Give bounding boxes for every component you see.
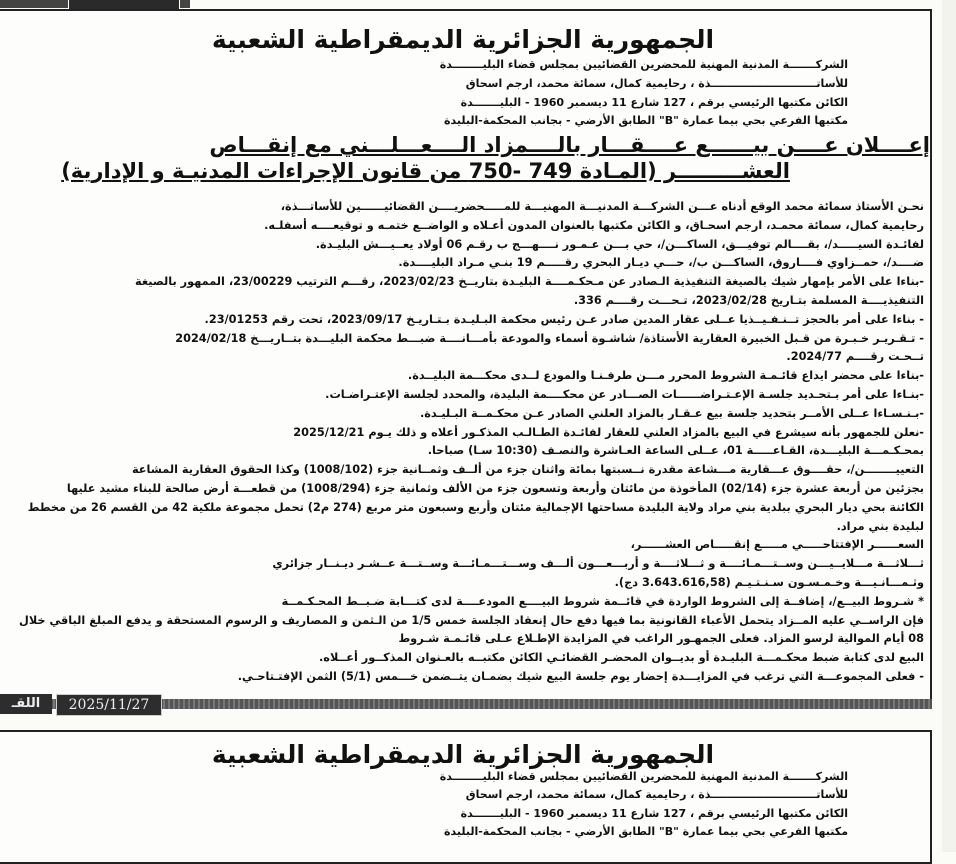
company-line: الشركـــــــة المدنية المهنية للمحضرين القضائيين بمجلس قضاء البليــــــــدة — [439, 770, 848, 783]
body-line: - بناءا على أمر بالحجز تــنـفـيــذيا عــلى عقار المدين صادر عـن رئيس محكمة البـليـدة بـتـاريـخ 2023/09/17، تحت رقم 23/01253. — [204, 312, 924, 326]
notice-title-line-1: إعــــلان عــــن بيــــــع عــــقـــار بالــــمزاد الــــعـــلـــني مع إنقـــاص — [209, 133, 930, 157]
body-line: فإن الراســي عليه المــزاد يتحمل الأعباء القانونية بما فيها دفع حال إنعقاد الجلسة خمس 1/5 من الـثمن و المصاريف و الرسوم المستحقة و يدفع المبلغ الباقي خلال — [19, 613, 924, 627]
body-line: - تـقـريـر خـبـرة من قـبل الخبيرة العقارية الأستاذة/ شاشـوة أسماء والمودعة بأمـــانــــة ضبـــط محكمة البليـــدة بتــاريـــخ 2024/02/18 — [175, 331, 924, 345]
main-office-line: الكائن مكتبها الرئيسي برقم ، 127 شارع 11 ديسمبر 1960 - البليـــــــدة — [460, 96, 848, 109]
body-line: السعــــــر الإفتتاحـــــي مـــــع إنقـــــاص العشــــــر، — [630, 538, 924, 552]
body-line: ثـــلاثـــة مـــلايــيـــن وســتـــمـائــــة و ثـــلاثــــة و أربـــعـــون ألـــف وســـتـــمـائـــة وســتـــة عــشـر ديـنــار جزائري — [272, 557, 924, 571]
body-line: بجزئين من أربعة عشرة جزء (02/14) المأخوذة من مائتان وأربعة وتسعون جزء من الألف وثمانية جزء (1008/294) من قطعـــة أرض صالحة للبناء مشيد عليها — [66, 481, 924, 495]
body-line: * شـروط البيــع/، إضافــة إلى الشروط الواردة في قائــمة شروط البيــــع المودعــــة لدى كتـــابة ضـبــط المحـكـمــة — [281, 594, 924, 608]
body-line: -بناءا على محضر ايداع قائـمـة الشروط المحرر مـــن طرفـنـا والمودع لــدى محكـــمة البليــدة. — [407, 369, 924, 383]
auction-notice — [0, 9, 932, 701]
main-office-line: الكائن مكتبها الرئيسي برقم ، 127 شارع 11 ديسمبر 1960 - البليـــــــدة — [460, 807, 848, 820]
republic-heading: الجمهورية الجزائرية الديمقراطية الشعبية — [211, 25, 715, 54]
republic-heading: الجمهورية الجزائرية الديمقراطية الشعبية — [211, 740, 715, 769]
body-line: تــحـت رقــــم 2024/77. — [786, 350, 924, 364]
body-line: رحايمية كمال، سمائة محمـد، ارجم اسحـاق، و الكائن مكتبها بالعنوان المدون أعـلاه و الواضــع ختمـه و توقيعــــه أسفلـه. — [264, 218, 924, 232]
body-line: لفائـدة السيـــــد/، بقــــالم توفيـــق، الساكـــن/، حي بـــن عـمـور نــــهـــج ب رقـم 06 أولاد يعــيـــش البليـدة. — [315, 237, 924, 251]
notice-body — [19, 198, 924, 687]
body-line: الكائنة بحي ديار البحري ببلدية بني مراد ولاية البليدة مساحتها الإجمالية مئتان وأربع وسبعون متر مربع (274 م2) تحمل مجموعة ملكية 42 من القسم 26 من مخطط — [27, 500, 924, 514]
notice-title-line-2: العشـــــــــر (المـادة 749 -750 من قانون الإجراءات المدنيـة و الإدارية) — [61, 159, 790, 183]
body-line: -نعلن للجمهور بأنه سيشرع في البيع بالمزاد العلني للعقار لفائـدة الطـالـب المذكـور أعلاه و ذلك يـوم 2025/12/21 — [293, 425, 924, 439]
body-line: -بنـاءا على أمر بـتحـديد جلسـة الإعـتـراضــــــات الصـــادر عن محكــــمة البليدة، والمحدد لجلسة الإعتـراضـات. — [325, 387, 924, 401]
page-edge — [942, 0, 956, 852]
body-line: -بناءا على الأمر بإمهار شيك بالصيغة التنفيذية الـصادر عن مـحكـمــــة البليـدة بتاريــخ 2023/02/23، رقـــم الترتيب 23/00229، الممهور بالصيغة — [134, 275, 924, 289]
branch-office-line: مكتبها الفرعي بحي بيما عمارة "B" الطابق الأرضي - بجانب المحكمة-البليدة — [444, 825, 848, 838]
body-line: لبليدة بني مراد. — [836, 519, 924, 533]
body-line: البيع لدى كتابة ضبط محكـمـــة البليـدة أو بديــوان المحضـر القضائـي الكائن مكتبــه بالعـنوان المذكــور أعــلاه. — [319, 651, 924, 665]
body-line: نحـن الأستاذ سمائة محمد الوقع أدناه عـــن الشركـــة المدنيـــة المهنيـــة للمـــــحضريــــن القضائيــــــين للأساتـــذة، — [280, 200, 924, 213]
footer-date: 2025/11/27 — [56, 694, 162, 716]
body-line: 08 أيام الموالية لرسو المزاد. فعلى الجمهـور الراغب في المزايدة الإطـلاع عـلى قائـمـة شـروط — [398, 632, 924, 646]
branch-office-line: مكتبها الفرعي بحي بيما عمارة "B" الطابق الأرضي - بجانب المحكمة-البليدة — [444, 114, 848, 127]
company-line: الشركـــــــة المدنية المهنية للمحضرين القضائيين بمجلس قضاء البليــــــــدة — [439, 58, 848, 71]
auction-notice-2 — [0, 730, 932, 864]
bailiffs-line: للأساتــــــــــــــــــــــــــــذة ، رحايمية كمال، سمائة محمد، ارجم اسحاق — [465, 788, 848, 801]
footer-section-label: اللقـ — [0, 694, 52, 714]
body-line: -بـنـسـاءا عــلى الأمــر بتحديد جلسة بيع عـقـار بالمزاد العلني الصادر عـن محكـمــة البـليـدة. — [419, 406, 924, 420]
body-line: التنفيذيــــة المسلمة بتـاريخ 2023/02/28، تـحـــت رقــــم 336. — [573, 293, 924, 307]
body-line: - فعلى المجموعـــة التي ترغب في المزايـــدة إحضار يوم جلسة البيع شيك بضمـان يتــضمن خـــمس (5/1) الثمن الإفتـتاحـي. — [237, 669, 924, 683]
body-line: وثـمـــانـيـــة وخـمـسـون سـنـتـيـم (3.643.616,58 دج). — [614, 575, 924, 589]
bailiffs-line: للأساتــــــــــــــــــــــــــــذة ، رحايمية كمال، سمائة محمد، ارجم اسحاق — [465, 77, 848, 90]
body-line: بمحـكـمـــة البليـــدة، القـاعـــــة 01، عــلى الساعة العـاشرة والنصـف (10:30 سـا) صباحا. — [427, 444, 924, 458]
body-line: ضــــد/، حمــزاوي فــــاروق، الساكـــن ب/، حـــي ديـار البحري رقـــــم 19 بنـي مـراد البليــــدة. — [398, 256, 924, 270]
body-line: التعييــــــــن/، حقــــوق عـــقارية مـــشاعة مقدرة نــسبتها بمائة واثنان جزء من ألــف وثمــانية جزء (1008/102) وكذا الحقوق العقارية المشاعة — [131, 463, 924, 477]
